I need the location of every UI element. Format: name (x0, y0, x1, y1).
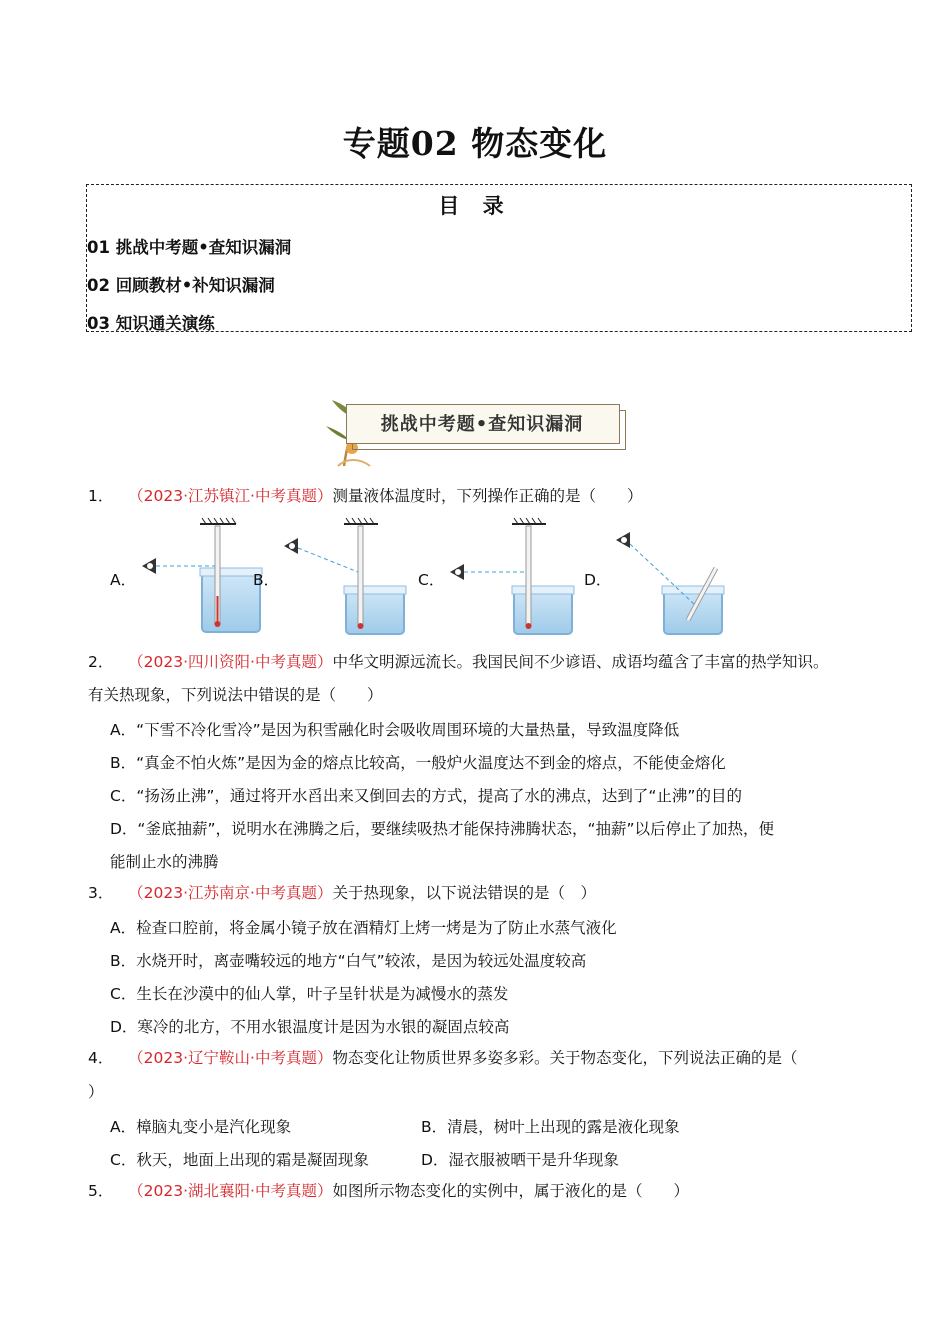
option-a: A．检查口腔前，将金属小镜子放在酒精灯上烤一烤是为了防止水蒸气液化 (110, 919, 617, 937)
option-c: C．秋天，地面上出现的霜是凝固现象 (110, 1151, 369, 1169)
option-b-figure (284, 518, 406, 634)
question-source: （2023·湖北襄阳·中考真题） (128, 1182, 333, 1200)
option-a: A．“下雪不冷化雪冷”是因为积雪融化时会吸收周围环境的大量热量，导致温度降低 (110, 721, 680, 739)
toc-item: 03 知识通关演练 (87, 314, 215, 333)
option-c: C．生长在沙漠中的仙人掌，叶子呈针状是为减慢水的蒸发 (110, 985, 509, 1003)
section-banner (316, 396, 628, 468)
option-b: B．清晨，树叶上出现的露是液化现象 (421, 1118, 680, 1136)
image-label: B． (253, 571, 280, 589)
option-d-figure (616, 532, 724, 634)
question-2: 2． （2023·四川资阳·中考真题）中华文明源远流长。我国民间不少谚语、成语均蕴含了丰富的热学知识。 (88, 653, 829, 671)
question-2-stem-cont: 有关热现象，下列说法中错误的是（ ） (88, 686, 383, 704)
option-d: D．“釜底抽薪”，说明水在沸腾之后，要继续吸热才能保持沸腾状态，“抽薪”以后停止了加热，便 (110, 820, 775, 838)
option-c: C．“扬汤止沸”，通过将开水舀出来又倒回去的方式，提高了水的沸点，达到了“止沸”的目的 (110, 787, 742, 805)
toc-item: 01 挑战中考题•查知识漏洞 (87, 238, 292, 257)
section-banner-text: 挑战中考题•查知识漏洞 (380, 414, 584, 435)
option-b: B．“真金不怕火炼”是因为金的熔点比较高，一般炉火温度达不到金的熔点，不能使金熔化 (110, 754, 726, 772)
image-label: A． (110, 571, 137, 589)
toc-item: 02 回顾教材•补知识漏洞 (87, 276, 275, 295)
question-4-stem-cont: ） (88, 1083, 104, 1101)
question-source: （2023·辽宁鞍山·中考真题） (128, 1049, 333, 1067)
question-4: 4． （2023·辽宁鞍山·中考真题）物态变化让物质世界多姿多彩。关于物态变化，下列说法正确的是（ (88, 1049, 798, 1067)
option-a-figure (142, 518, 262, 632)
question-source: （2023·江苏镇江·中考真题） (128, 487, 333, 505)
question-source: （2023·四川资阳·中考真题） (128, 653, 333, 671)
option-d: D．寒冷的北方，不用水银温度计是因为水银的凝固点较高 (110, 1018, 510, 1036)
toc-heading: 目 录 (438, 194, 512, 218)
option-d-cont: 能制止水的沸腾 (110, 853, 219, 871)
question-5: 5． （2023·湖北襄阳·中考真题）如图所示物态变化的实例中，属于液化的是（ ） (88, 1182, 689, 1200)
image-label: C． (418, 571, 445, 589)
option-c-figure (450, 518, 574, 634)
page-title: 专题02 物态变化 (342, 124, 608, 163)
option-d: D．湿衣服被晒干是升华现象 (421, 1151, 619, 1169)
question-3: 3． （2023·江苏南京·中考真题）关于热现象，以下说法错误的是（ ） (88, 884, 596, 902)
image-label: D． (584, 571, 612, 589)
question-source: （2023·江苏南京·中考真题） (128, 884, 333, 902)
option-a: A．樟脑丸变小是汽化现象 (110, 1118, 292, 1136)
question-1: 1． （2023·江苏镇江·中考真题）测量液体温度时，下列操作正确的是（ ） (88, 487, 643, 505)
option-b: B．水烧开时，离壶嘴较远的地方“白气”较浓，是因为较远处温度较高 (110, 952, 587, 970)
